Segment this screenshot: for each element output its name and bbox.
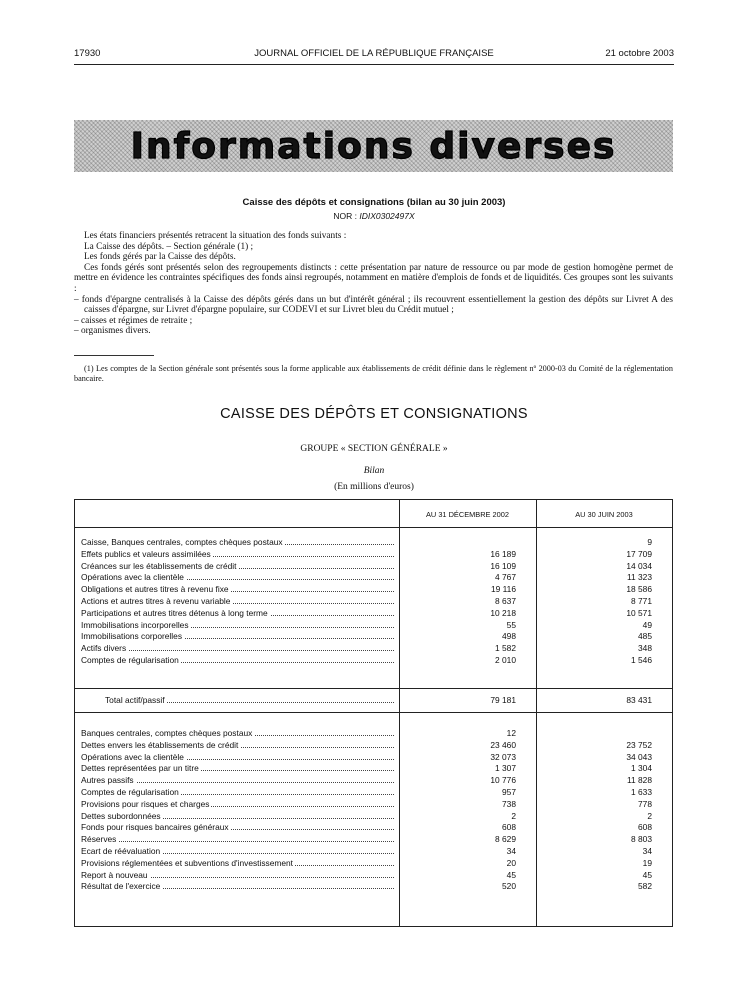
table-row <box>75 620 672 632</box>
table-row <box>75 596 672 608</box>
value-2003: 10 571 <box>626 607 652 618</box>
row-label-text: Opérations avec la clientèle <box>81 751 184 762</box>
group-title: GROUPE « SECTION GÉNÉRALE » <box>300 444 448 454</box>
table-row <box>75 740 672 752</box>
value-2002: 10 776 <box>490 775 516 786</box>
value-2003: 14 034 <box>626 560 652 571</box>
footnote-rule <box>74 355 154 356</box>
value-2003: 49 <box>642 619 652 630</box>
row-label-text: Total actif/passif <box>105 695 165 705</box>
row-label-text: Dettes représentées par un titre <box>81 763 199 774</box>
value-2003: 1 633 <box>631 787 652 797</box>
row-label-text: Actifs divers <box>81 643 127 654</box>
value-2002: 19 116 <box>491 584 516 595</box>
units-note: (En millions d'euros) <box>334 482 414 492</box>
row-label <box>81 881 394 891</box>
value-2003: 9 <box>647 537 652 547</box>
row-label <box>81 834 394 844</box>
value-2002: 55 <box>506 619 516 630</box>
paragraph: La Caisse des dépôts. – Section générale (1) ; <box>84 241 254 252</box>
page-header <box>74 48 674 64</box>
value-2003: 83 431 <box>626 695 652 705</box>
row-label-text: Banques centrales, comptes chèques postaux <box>81 728 253 738</box>
row-label-text: Provisions réglementées et subventions d'investissement <box>81 857 294 868</box>
row-label <box>81 549 394 559</box>
value-2002: 4 767 <box>495 572 516 583</box>
table-row <box>75 549 672 561</box>
table-row <box>75 846 672 858</box>
paragraph: Ces fonds gérés sont présentés selon des regroupements distincts : cette présentation par nature de ressource ou par mode de gestion homogène permet de mettre en évidence les contraintes spécifiques des fonds ainsi regroupés, notamment en matière d'emplois de fonds et de liquidités. Ces groupes sont les suivants : <box>74 262 673 294</box>
row-label <box>81 858 394 868</box>
row-label <box>81 752 394 762</box>
value-2002: 520 <box>502 881 516 892</box>
row-label <box>81 775 394 785</box>
banner-title: Informations diverses <box>130 125 617 167</box>
group-list <box>74 295 673 337</box>
row-label-text: Effets publics et valeurs assimilées <box>81 548 211 559</box>
article-title: Caisse des dépôts et consignations (bilan au 30 juin 2003) <box>242 197 506 208</box>
value-2003: 11 828 <box>627 775 652 786</box>
table-row <box>75 655 672 667</box>
value-2003: 348 <box>638 643 652 654</box>
value-2002: 738 <box>502 798 516 809</box>
row-label <box>81 822 394 832</box>
table-row <box>75 728 672 740</box>
nor-label: NOR : <box>333 211 357 221</box>
value-2003: 18 586 <box>626 584 652 595</box>
value-2002: 608 <box>502 822 516 833</box>
value-2002: 12 <box>506 728 516 738</box>
row-label <box>105 695 394 705</box>
row-label <box>81 870 394 880</box>
row-label <box>81 572 394 582</box>
page-number: 17930 <box>74 48 101 59</box>
header-rule <box>74 64 674 65</box>
section-banner <box>74 120 673 172</box>
row-label-text: Provisions pour risques et charges <box>81 798 210 809</box>
value-2003: 1 304 <box>631 763 652 774</box>
row-label-text: Dettes envers les établissements de crédit <box>81 739 239 750</box>
row-label-text: Report à nouveau <box>81 869 148 880</box>
value-2002: 79 181 <box>490 695 516 705</box>
value-2002: 498 <box>502 631 516 642</box>
table-row <box>75 763 672 775</box>
header-rule <box>75 527 672 528</box>
row-label-text: Caisse, Banques centrales, comptes chèques postaux <box>81 537 283 547</box>
row-label-text: Participations et autres titres détenus à long terme <box>81 607 268 618</box>
total-bottom-rule <box>75 712 672 713</box>
value-2002: 2 010 <box>495 655 516 665</box>
table-row <box>75 584 672 596</box>
value-2003: 23 752 <box>626 739 652 750</box>
value-2003: 485 <box>638 631 652 642</box>
table-row <box>75 775 672 787</box>
row-label <box>81 561 394 571</box>
column-header-2003: AU 30 JUIN 2003 <box>575 510 633 519</box>
article-body <box>74 231 673 337</box>
list-item: – caisses et régimes de retraite ; <box>74 315 193 326</box>
row-label <box>81 631 394 641</box>
row-label <box>81 584 394 594</box>
row-label <box>81 728 394 738</box>
value-2002: 2 <box>511 810 516 821</box>
row-label-text: Résultat de l'exercice <box>81 881 161 892</box>
table-row <box>75 695 672 707</box>
footnote: (1) Les comptes de la Section générale sont présentés sous la forme applicable aux établissements de crédit définie dans le règlement nº 2000-03 du Comité de la réglementation bancaire. <box>74 364 673 383</box>
table-row <box>75 858 672 870</box>
paragraph: Les fonds gérés par la Caisse des dépôts. <box>84 252 236 263</box>
table-row <box>75 608 672 620</box>
value-2003: 19 <box>642 857 652 868</box>
row-label <box>81 811 394 821</box>
column-header-2002: AU 31 DÉCEMBRE 2002 <box>426 510 509 519</box>
row-label-text: Comptes de régularisation <box>81 787 179 797</box>
value-2002: 8 637 <box>495 596 516 606</box>
table-row <box>75 870 672 882</box>
row-label-text: Créances sur les établissements de crédit <box>81 560 237 571</box>
table-row <box>75 752 672 764</box>
value-2002: 34 <box>506 846 516 856</box>
row-label <box>81 596 394 606</box>
value-2003: 8 771 <box>631 596 652 606</box>
value-2002: 957 <box>502 787 516 797</box>
row-label-text: Opérations avec la clientèle <box>81 572 184 583</box>
row-label-text: Ecart de réévaluation <box>81 846 161 856</box>
row-label-text: Immobilisations corporelles <box>81 631 183 642</box>
table-row <box>75 881 672 893</box>
nor-reference <box>0 211 748 221</box>
value-2002: 16 189 <box>490 548 516 559</box>
row-label <box>81 655 394 665</box>
row-label-text: Actions et autres titres à revenu variable <box>81 596 231 606</box>
table-row <box>75 572 672 584</box>
table-subtitle: Bilan <box>363 466 385 476</box>
row-label-text: Dettes subordonnées <box>81 810 161 821</box>
value-2003: 11 323 <box>627 572 652 583</box>
issue-date: 21 octobre 2003 <box>605 48 674 59</box>
balance-sheet-table <box>74 499 673 927</box>
value-2002: 16 109 <box>490 560 516 571</box>
value-2003: 34 <box>642 846 652 856</box>
row-label <box>81 620 394 630</box>
table-row <box>75 537 672 549</box>
row-label <box>81 763 394 773</box>
row-label <box>81 846 394 856</box>
total-top-rule <box>75 688 672 689</box>
table-row <box>75 643 672 655</box>
paragraph: Les états financiers présentés retracent la situation des fonds suivants : <box>84 231 347 241</box>
table-row <box>75 631 672 643</box>
value-2002: 23 460 <box>490 739 516 750</box>
row-label-text: Réserves <box>81 834 117 845</box>
value-2003: 2 <box>647 810 652 821</box>
value-2003: 17 709 <box>626 548 652 559</box>
row-label-text: Obligations et autres titres à revenu fixe <box>81 584 229 595</box>
value-2002: 20 <box>506 857 516 868</box>
journal-title: JOURNAL OFFICIEL DE LA RÉPUBLIQUE FRANÇAISE <box>254 48 494 59</box>
value-2003: 778 <box>638 798 652 809</box>
list-item: – organismes divers. <box>74 326 151 337</box>
table-row <box>75 561 672 573</box>
table-row <box>75 834 672 846</box>
value-2002: 1 307 <box>495 763 516 774</box>
row-label-text: Immobilisations incorporelles <box>81 619 189 630</box>
table-row <box>75 811 672 823</box>
value-2003: 582 <box>638 881 652 892</box>
table-row <box>75 822 672 834</box>
row-label <box>81 787 394 797</box>
value-2003: 1 546 <box>631 655 652 665</box>
row-label-text: Autres passifs <box>81 775 134 786</box>
value-2002: 45 <box>506 869 516 880</box>
row-label-text: Fonds pour risques bancaires généraux <box>81 822 229 833</box>
value-2002: 32 073 <box>490 751 516 762</box>
value-2002: 10 218 <box>490 607 516 618</box>
value-2003: 608 <box>638 822 652 833</box>
row-label <box>81 608 394 618</box>
row-label <box>81 643 394 653</box>
row-label-text: Comptes de régularisation <box>81 655 179 665</box>
section-title: CAISSE DES DÉPÔTS ET CONSIGNATIONS <box>220 406 528 422</box>
row-label <box>81 740 394 750</box>
value-2002: 1 582 <box>495 643 516 654</box>
value-2002: 8 629 <box>495 834 516 845</box>
row-label <box>81 799 394 809</box>
value-2003: 8 803 <box>631 834 652 845</box>
nor-code: IDIX0302497X <box>359 211 415 221</box>
table-row <box>75 799 672 811</box>
table-row <box>75 787 672 799</box>
row-label <box>81 537 394 547</box>
value-2003: 45 <box>642 869 652 880</box>
list-item: – fonds d'épargne centralisés à la Caisse des dépôts gérés dans un but d'intérêt général ; ils recouvrent essentiellement la gestion des dépôts sur Livret A des caisses d'épargne, sur Livret d'épargne populaire, sur CODEVI et sur Livret bleu du Crédit mutuel ; <box>74 294 673 316</box>
value-2003: 34 043 <box>626 751 652 762</box>
